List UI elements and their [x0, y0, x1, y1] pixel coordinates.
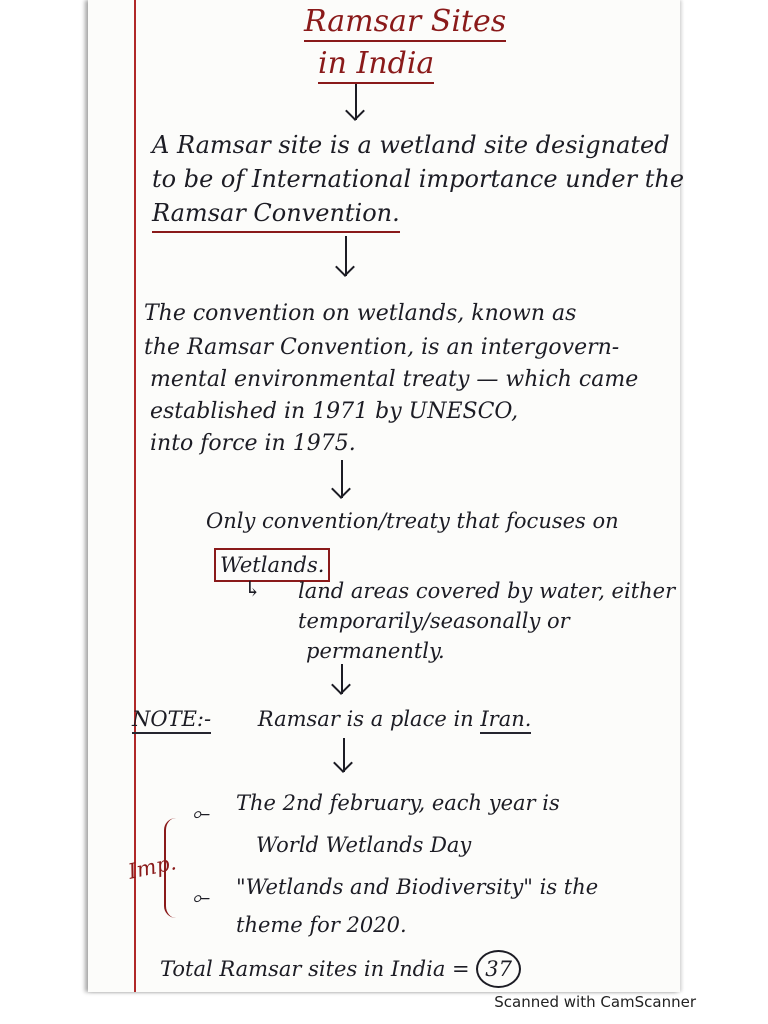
page-subtitle: in India	[318, 46, 434, 84]
down-arrow-5	[334, 738, 354, 774]
down-arrow-3	[332, 460, 352, 500]
page-title: Ramsar Sites	[304, 4, 506, 42]
focus-line: Only convention/treaty that focuses on	[206, 509, 619, 533]
imp-item-1-line-2: World Wetlands Day	[256, 833, 472, 857]
total-row	[160, 950, 521, 988]
wetland-def-line-2: temporarily/seasonally or	[298, 609, 570, 633]
convention-line-3: mental environmental treaty — which came	[150, 367, 639, 392]
note-text: Ramsar is a place in	[257, 707, 474, 731]
imp-marker-1: ⟜	[192, 801, 209, 825]
down-arrow-4	[332, 664, 352, 696]
definition-line-1: A Ramsar site is a wetland site designated	[152, 131, 670, 159]
down-arrow-2	[336, 236, 356, 278]
wetland-def-line-1: land areas covered by water, either	[298, 579, 676, 603]
convention-line-4: established in 1971 by UNESCO,	[150, 399, 519, 424]
wetlands-keyword: Wetlands.	[214, 548, 330, 582]
total-text: Total Ramsar sites in India =	[160, 957, 470, 981]
convention-line-2: the Ramsar Convention, is an intergovern-	[144, 335, 620, 360]
imp-item-2-line-1: "Wetlands and Biodiversity" is the	[236, 875, 599, 899]
imp-item-2-line-2: theme for 2020.	[236, 913, 407, 937]
definition-line-2: to be of International importance under the	[152, 165, 685, 193]
note-label: NOTE:-	[132, 707, 211, 734]
total-count: 37	[476, 950, 521, 988]
imp-marker-2: ⟜	[192, 885, 209, 909]
definition-line-3: Ramsar Convention.	[152, 196, 400, 233]
convention-line-1: The convention on wetlands, known as	[144, 301, 577, 326]
note-row	[132, 704, 531, 734]
scanner-watermark: Scanned with CamScanner	[494, 993, 696, 1011]
down-arrow-1	[346, 84, 366, 122]
definition-arrow: ↳	[244, 577, 262, 601]
wetland-def-line-3: permanently.	[306, 639, 445, 663]
imp-item-1-line-1: The 2nd february, each year is	[236, 791, 560, 815]
convention-line-5: into force in 1975.	[150, 431, 356, 456]
note-place: Iran.	[480, 707, 531, 734]
imp-brace	[164, 818, 180, 918]
margin-line	[134, 0, 136, 992]
imp-label: Imp.	[126, 850, 179, 884]
